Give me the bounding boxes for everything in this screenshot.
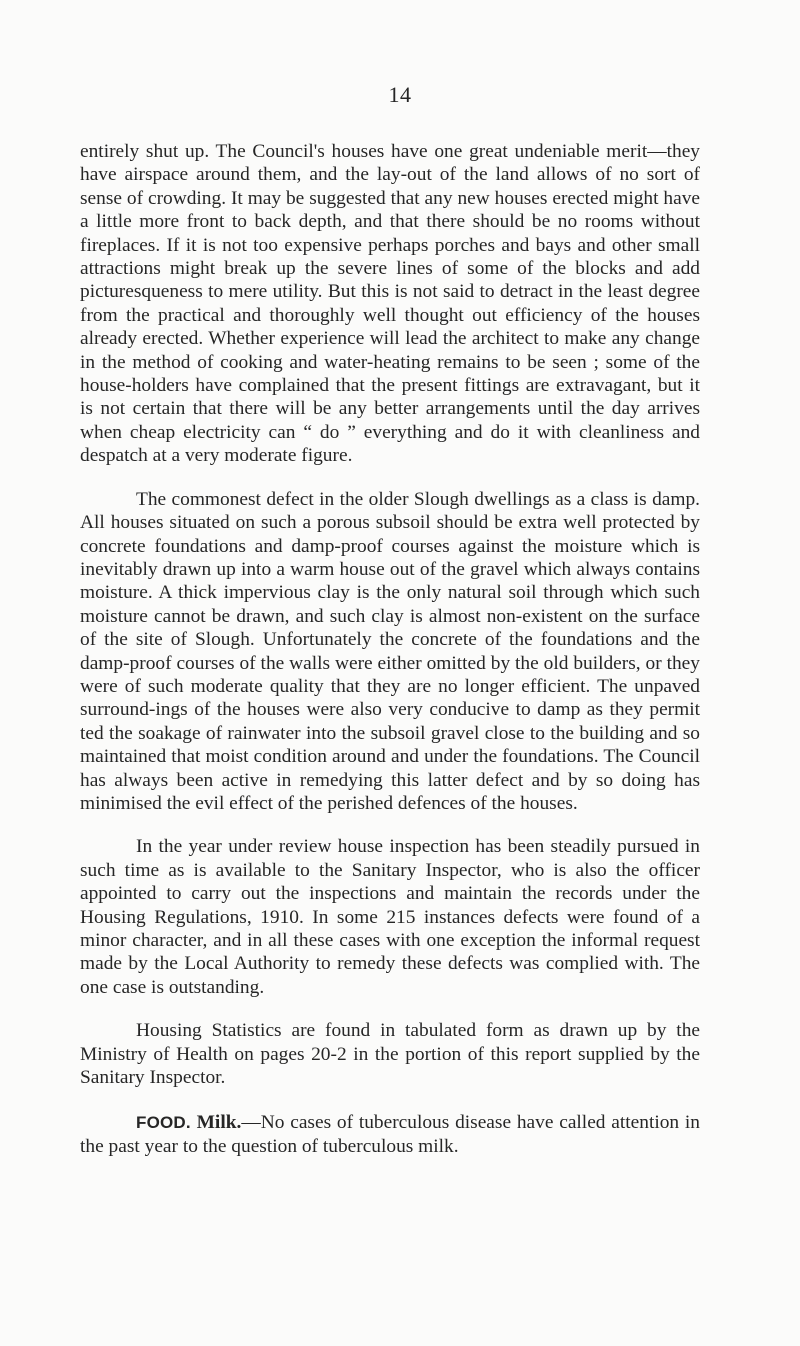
paragraph-damp-defects: The commonest defect in the older Slough dwellings as a class is damp. All houses situated on such a porous subsoil should be extra well protected by concrete foundations and damp-proof courses against the moisture which is inevitably drawn up into a warm house out of the gravel which always contains moisture. A thick impervious clay is the only natural soil through which such moisture cannot be drawn, and such clay is almost non-existent on the surface of the site of Slough. Unfortunately the concrete of the foundations and the damp-proof courses of the walls were either omitted by the old builders, or they were of such moderate quality that they are no longer efficient. The unpaved surround-ings of the houses were also very conducive to damp as they permit ted the soakage of rainwater into the subsoil gravel close to the building and so maintained that moist condition around and under the foundations. The Council has always been active in remedying this latter defect and by so doing has minimised the evil effect of the perished defences of the houses. <box>80 488 700 814</box>
paragraph-food-milk <box>80 1111 700 1158</box>
body-text <box>80 140 700 1158</box>
paragraph-housing-council-houses: entirely shut up. The Council's houses have one great undeniable merit—they have airspace around them, and the lay-out of the land allows of no sort of sense of crowding. It may be suggested that any new houses erected might have a little more front to back depth, and that there should be no rooms without fireplaces. If it is not too expensive perhaps porches and bays and other small attractions might break up the severe lines of some of the blocks and add picturesqueness to mere utility. But this is not said to detract in the least degree from the practical and thoroughly well thought out efficiency of the houses already erected. Whether experience will lead the architect to make any change in the method of cooking and water-heating remains to be seen ; some of the house-holders have complained that the present fittings are extravagant, but it is not certain that there will be any better arrangements until the day arrives when cheap electricity can “ do ” everything and do it with cleanliness and despatch at a very moderate figure. <box>80 141 700 467</box>
subheading-milk: Milk. <box>196 1112 242 1134</box>
page-number: 14 <box>388 82 412 107</box>
paragraph-food-milk-text: —No cases of tuberculous disease have called attention in the past year to the question of tuberculous milk. <box>80 1112 700 1157</box>
paragraph-housing-statistics: Housing Statistics are found in tabulated form as drawn up by the Ministry of Health on pages 20-2 in the portion of this report supplied by the Sanitary Inspector. <box>80 1020 700 1089</box>
section-heading-food: FOOD. <box>136 1113 191 1133</box>
paragraph-house-inspection: In the year under review house inspection has been steadily pursued in such time as is available to the Sanitary Inspector, who is also the officer appointed to carry out the inspections and maintain the records under the Housing Regulations, 1910. In some 215 instances defects were found of a minor character, and in all these cases with one exception the informal request made by the Local Authority to remedy these defects was complied with. The one case is outstanding. <box>80 836 700 998</box>
